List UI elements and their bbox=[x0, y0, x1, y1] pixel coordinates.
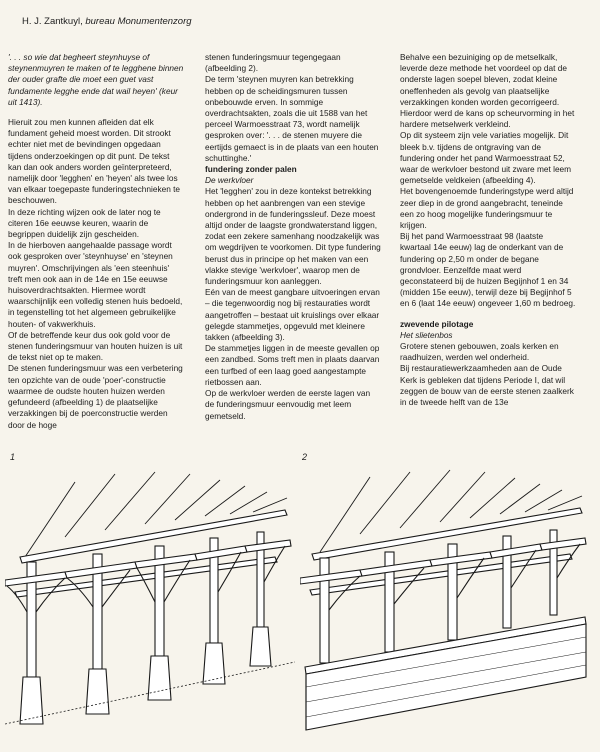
paragraph: In deze richting wijzen ook de later nog te citeren 16e eeuwse keuren, waarin de begrippen duidelijk zijn gescheiden. bbox=[8, 206, 161, 240]
paragraph: Het 'legghen' zou in deze kontekst betrekking hebben op het aanbrengen van een stevige ondergrond in de funderingssleuf. Deze moest altijd onder de laagste grondwaterstand liggen, zodat een zekere samenhang noodzakelijk was om wegdrijven te voorkomen. Dit type fundering berust dus in principe op het maken van een vlakke stevige 'werkvloer', waarop men de funderingsmuur kon aanleggen. bbox=[205, 186, 381, 287]
paragraph: In de hierboven aangehaalde passage wordt ook gesproken over 'steynhuyse' en 'steynen muyren'. Omschrijvingen als 'een steenhuis' treft men ook aan in de 14e en 15e eeuwse huisoverdrachtsakten. Hiermee wordt waarschijnlijk een volledig stenen huis bedoeld, in tegenstelling tot het algemeen gebruikelijke houten- of vakwerkhuis. bbox=[8, 240, 183, 329]
text-column-1 bbox=[8, 52, 184, 431]
paragraph: Bij het pand Warmoesstraat 98 (laatste kwartaal 14e eeuw) lag de onderkant van de fundering op 2,50 m onder de begane grondvloer. Eenzelfde maat werd geconstateerd bij de huizen Begijnhof 1 en 34 (midden 15e eeuw), terwijl deze bij Begijnhof 5 en 6 (laat 14e eeuw) ongeveer 1,60 m bedroeg. bbox=[400, 231, 576, 309]
keur-quote: '. . . so wie dat begheert steynhuyse of steynenmuyren te maken of te legghene binnen der ouder grafte die moet een guet vast fundamente legghe ende dat wail heyen' (keur uit 1413). bbox=[8, 52, 184, 107]
paragraph: De stenen funderingsmuur was een verbetering ten opzichte van de oude 'poer'-constructie waarmee de oudste houten huizen werden gefundeerd (afbeelding 1) de plaatselijke verzakkingen bij de poerconstructie werden door de hoge bbox=[8, 363, 183, 430]
paragraph: Of de betreffende keur dus ook gold voor de stenen funderingsmuur van houten huizen is uit de tekst niet op te maken. bbox=[8, 329, 183, 363]
paragraph: De stammetjes liggen in de meeste gevallen op een zandbed. Soms treft men in plaats daarvan een turfbed of een laag goed aangestampte rietbossen aan. bbox=[205, 343, 380, 387]
paragraph: Behalve een bezuiniging op de metselkalk, leverde deze methode het voordeel op dat de onderste lagen soepel bleven, zodat kleine oneffenheden als gevolg van plaatselijke verzakkingen konden worden gecorrigeerd. Hierdoor werd de kans op scheurvorming in het hardere metselwerk verkleind. bbox=[400, 52, 575, 130]
figure-1-label: 1 bbox=[10, 452, 16, 462]
section-subheading: De werkvloer bbox=[205, 175, 254, 186]
text-column-3 bbox=[400, 52, 576, 408]
figure-2-foundation-wall bbox=[300, 462, 590, 742]
paragraph: Bij restauratiewerkzaamheden aan de Oude Kerk is gebleken dat tijdens Periode I, dat wil zeggen de bouw van de eerste stenen zaalkerk in de tweede helft van de 13e bbox=[400, 363, 574, 408]
section-heading: fundering zonder palen bbox=[205, 164, 297, 175]
figure-2-label: 2 bbox=[302, 452, 308, 462]
figure-1-poer-construction bbox=[5, 462, 295, 742]
author-line bbox=[22, 16, 192, 27]
paragraph: Grotere stenen gebouwen, zoals kerken en raadhuizen, werden wel onderheid. bbox=[400, 341, 559, 363]
author-name: H. J. Zantkuyl, bbox=[22, 16, 83, 27]
paragraph: stenen funderingsmuur tegengegaan (afbeelding 2). bbox=[205, 52, 341, 74]
paragraph: Op dit systeem zijn vele variaties mogelijk. Dit bleek b.v. tijdens de ontgraving van de fundering onder het pand Warmoesstraat 52, waar de werkvloer bestond uit zware met leem gemetselde veldkeien (afbeelding 4). bbox=[400, 130, 572, 186]
text-column-2 bbox=[205, 52, 381, 422]
author-organization: bureau Monumentenzorg bbox=[85, 16, 192, 27]
paragraph: Eén van de meest gangbare uitvoeringen ervan – die tegenwoordig nog bij restauraties wordt aangetroffen – bestaat uit kruislings over elkaar gelegde stammetjes, opgevuld met kleinere takken (afbeelding 3). bbox=[205, 287, 380, 343]
section-subheading: Het slietenbos bbox=[400, 329, 453, 340]
paragraph: Het bovengenoemde funderingstype werd altijd zeer diep in de grond aangebracht, teneinde een zo hoog mogelijke funderingsmuur te krijgen. bbox=[400, 186, 574, 231]
paragraph: De term 'steynen muyren kan betrekking hebben op de scheidingsmuren tussen onbebouwde erven. In sommige overdrachtsakten, zoals die uit 1588 van het perceel Warmoesstraat 73, wordt namelijk gesproken over: '. . . de stenen muyere die eertijds gemaect is in de plaats van een houten schuttinghe.' bbox=[205, 74, 379, 163]
paragraph: Hieruit zou men kunnen afleiden dat elk fundament geheid moest worden. Dit strookt echter niet met de bevindingen opgedaan tijdens onderzoekingen op dit punt. De tekst kan dan ook anders worden geïnterpreteerd, namelijk door 'legghen' en 'heyen' als twee los van elkaar toegepaste funderingstechnieken te beschouwen. bbox=[8, 117, 181, 206]
section-heading: zwevende pilotage bbox=[400, 318, 474, 329]
paragraph: Op de werkvloer werden de eerste lagen van de funderingsmuur eenvoudig met leem gemetseld. bbox=[205, 388, 371, 421]
